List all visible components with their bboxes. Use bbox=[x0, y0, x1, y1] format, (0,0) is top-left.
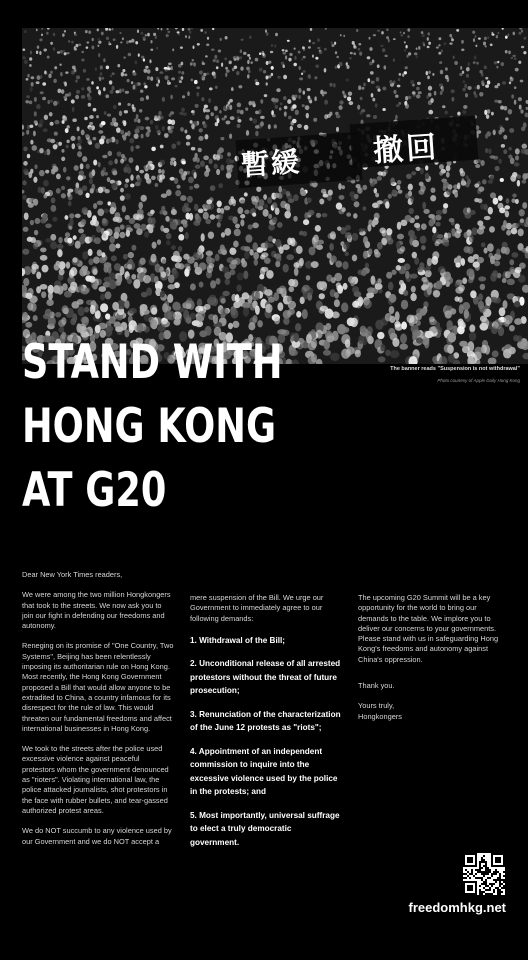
letter-column-1 bbox=[22, 570, 174, 857]
demand-item: 1. Withdrawal of the Bill; bbox=[190, 635, 285, 645]
paragraph-5: mere suspension of the Bill. We urge our Government to immediately agree to our following demands: bbox=[190, 593, 324, 623]
signoff-text: Yours truly, bbox=[358, 701, 395, 711]
demand-item: 3. Renunciation of the characterization of the June 12 protests as "riots"; bbox=[190, 709, 341, 733]
qr-code-icon[interactable] bbox=[463, 853, 505, 895]
headline-line-2: HONG KONG bbox=[22, 399, 277, 454]
photo-credit: Photo courtesy of Apple Daily Hong Kong bbox=[437, 378, 520, 383]
photo-caption bbox=[390, 366, 520, 383]
paragraph-1: We were among the two million Hongkongers that took to the streets. We now ask you to join our fight in defending our freedoms and autonomy. bbox=[22, 590, 171, 631]
demand-item: 4. Appointment of an independent commission to inquire into the excessive violence used by the police in the protests; and bbox=[190, 746, 338, 797]
website-link[interactable]: freedomhkg.net bbox=[408, 900, 506, 915]
demand-item: 5. Most importantly, universal suffrage to elect a truly democratic government. bbox=[190, 810, 340, 847]
signature-text: Hongkongers bbox=[358, 711, 402, 721]
demand-item: 2. Unconditional release of all arrested protestors without the threat of future prosecution; bbox=[190, 659, 341, 696]
letter-column-3 bbox=[358, 593, 508, 732]
paragraph-3: We took to the streets after the police used excessive violence against peaceful protestors whom the government denounced as "rioters". Violating international law, the police attacked journalists, shot protestors in the face with rubber bullets, and tear-gassed authorized protest areas. bbox=[22, 744, 169, 815]
protest-banner bbox=[227, 120, 477, 184]
banner-right-text: 撤回 bbox=[372, 129, 441, 170]
crowd-photo bbox=[22, 28, 528, 364]
greeting: Dear New York Times readers, bbox=[22, 570, 123, 579]
qr-code-graphic bbox=[463, 853, 505, 895]
paragraph-2: Reneging on its promise of "One Country, Two Systems", Beijing has been relentlessly imposing its authoritarian rule on Hong Kong. Most recently, the Hong Kong Government proposed a Bill that would allow anyone to be extradited to China, a country infamous for its disrespect for the rule of law. This would threaten our fundamental freedoms and affect international businesses in Hong Kong. bbox=[22, 641, 174, 733]
headline-line-3: AT G20 bbox=[22, 463, 167, 518]
letter-column-2 bbox=[190, 593, 342, 859]
thanks-text: Thank you. bbox=[358, 681, 395, 691]
paragraph-6: The upcoming G20 Summit will be a key opportunity for the world to bring our demands to the table. We implore you to deliver our concerns to your governments. Please stand with us in safeguarding Hong Kong's freedoms and autonomy against China's oppression. bbox=[358, 593, 499, 664]
paragraph-4: We do NOT succumb to any violence used by our Government and we do NOT accept a bbox=[22, 826, 172, 846]
headline bbox=[22, 331, 342, 523]
demands-list bbox=[190, 634, 342, 850]
banner-left-text: 暫緩 bbox=[240, 144, 303, 183]
crowd-image bbox=[22, 28, 528, 364]
caption-text: The banner reads "Suspension is not withdrawal" bbox=[390, 366, 520, 372]
headline-line-1: STAND WITH bbox=[22, 335, 283, 390]
